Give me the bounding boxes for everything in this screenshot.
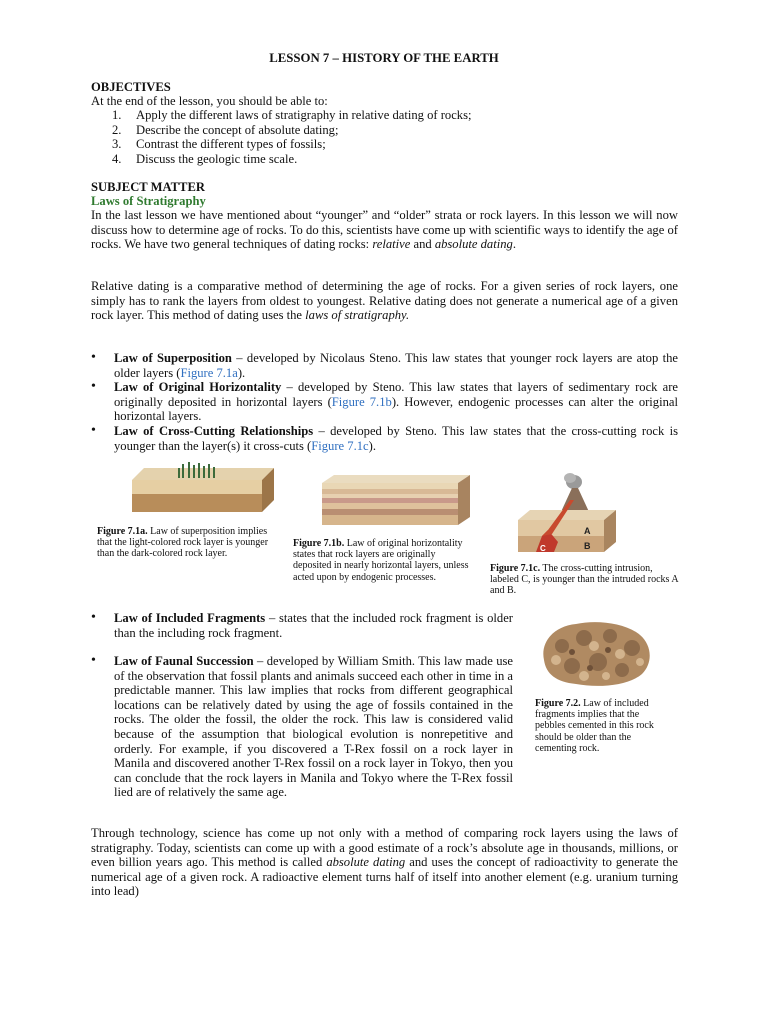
objectives-intro: At the end of the lesson, you should be able to: xyxy=(91,94,328,108)
objective-item: 1. Apply the different laws of stratigraphy in relative dating of rocks; xyxy=(112,108,472,122)
figure-7-1a-caption: Figure 7.1a. Law of superposition implies that the light-colored rock layer is younger than the dark-colored rock layer. xyxy=(97,526,269,560)
figure-7-1b-caption: Figure 7.1b. Law of original horizontality states that rock layers are originally deposited in nearly horizontal layers, unless acted upon by endogenic processes. xyxy=(293,538,469,583)
figure-7-1c-label-a: A xyxy=(584,526,591,536)
objective-item: 3. Contrast the different types of fossils; xyxy=(112,137,326,152)
subject-matter-heading: SUBJECT MATTER xyxy=(91,180,205,194)
figure-7-2-caption: Figure 7.2. Law of included fragments implies that the pebbles cemented in this rock should be older than the cementing rock. xyxy=(535,698,654,754)
lesson-title: LESSON 7 – HISTORY OF THE EARTH xyxy=(269,51,499,65)
figure-7-2-image xyxy=(536,616,656,692)
figure-link[interactable]: Figure 7.1a xyxy=(180,365,238,380)
intro-paragraph: In the last lesson we have mentioned about “younger” and “older” strata or rock layers. In this lesson we will now discuss how to determine age of rocks. To do this, scientists have come up with scientific ways to identify the age of rocks. We have two general techniques of dating rocks: relative and absolute dating. xyxy=(91,208,678,252)
laws-list-2 xyxy=(91,611,513,640)
stratigraphy-subheading: Laws of Stratigraphy xyxy=(91,194,206,208)
figure-7-1c-label-b: B xyxy=(584,541,591,551)
figure-7-1c-image xyxy=(512,470,627,558)
figure-7-1a-image xyxy=(122,462,282,524)
figure-7-1b-image xyxy=(318,473,478,533)
absolute-dating-paragraph: Through technology, science has come up not only with a method of comparing rock layers using the laws of stratigraphy. Today, scientists can come up with a good estimate of a rock’s absolute age in thousands, millions, or even billion years ago. This method is called absolute dating and uses the concept of radioactivity to generate the numerical age of a given rock. A radioactive element turns half of itself into another element (e.g. uranium turning into lead) xyxy=(91,826,678,899)
law-included-fragments: • Law of Included Fragments – states that the included rock fragment is older than the including rock fragment. xyxy=(91,611,513,640)
figure-link[interactable]: Figure 7.1c xyxy=(311,438,369,453)
law-original-horizontality: • Law of Original Horizontality – developed by Steno. This law states that layers of sedimentary rock are originally deposited in horizontal layers (Figure 7.1b). However, endogenic processes can alter the original horizontal layers. xyxy=(91,380,678,424)
law-superposition: • Law of Superposition – developed by Nicolaus Steno. This law states that younger rock layers are atop the older layers (Figure 7.1a). xyxy=(91,351,678,380)
objective-item: 4. Discuss the geologic time scale. xyxy=(112,151,298,166)
figure-7-1c-label-c: C xyxy=(540,544,546,553)
law-faunal-succession: • Law of Faunal Succession – developed by William Smith. This law made use of the observation that fossil plants and animals succeed each other in time in a predictable manner. This law implies that rocks from different geographical locations can be relatively dated by using the age of fossils contained in the rocks. The older the fossil, the older the rock. This law is considered valid because of the assumption that biological evolution is nonrepetitive and orderly. For example, if you discovered a T-Rex fossil on a rock layer in Manila and discovered another T-Rex fossil on a rock layer in Tokyo, then you can conclude that the rock layers in Manila and Tokyo where the T-Rex fossil lied are of relatively the same age. xyxy=(91,654,678,800)
relative-dating-paragraph: Relative dating is a comparative method of determining the age of rocks. For a given series of rock layers, one simply has to rank the layers from oldest to youngest. Relative dating does not generate a numerical age of a given rock layer. This method of dating uses the laws of stratigraphy. xyxy=(91,279,678,323)
bullet: • xyxy=(91,653,96,668)
law-cross-cutting: • Law of Cross-Cutting Relationships – developed by Steno. This law states that the cross-cutting rock is younger than the layer(s) it cross-cuts (Figure 7.1c). xyxy=(91,424,678,453)
laws-list xyxy=(91,351,678,453)
figure-link[interactable]: Figure 7.1b xyxy=(331,394,392,409)
figure-7-1c-caption: Figure 7.1c. The cross-cutting intrusion, labeled C, is younger than the intruded rocks A and B. xyxy=(490,563,679,597)
objectives-list xyxy=(112,108,672,166)
objective-item: 2. Describe the concept of absolute dating; xyxy=(112,122,339,137)
objectives-heading: OBJECTIVES xyxy=(91,80,171,94)
